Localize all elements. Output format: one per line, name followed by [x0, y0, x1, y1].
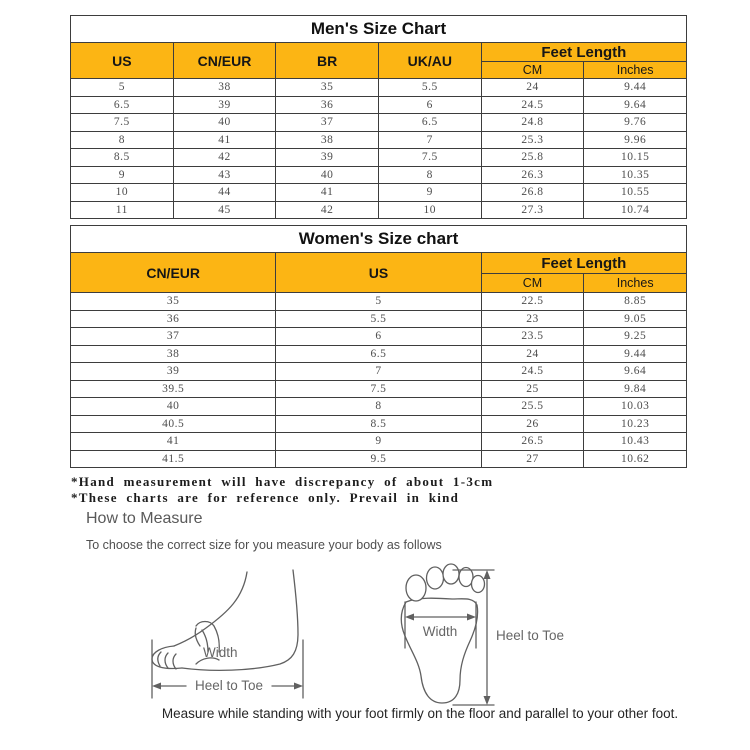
measure-instruction: Measure while standing with your foot firmly on the floor and parallel to your other foot.	[161, 706, 679, 721]
womens-col-inches: Inches	[584, 274, 687, 293]
table-cell: 43	[173, 166, 276, 184]
table-cell: 40.5	[71, 415, 276, 433]
womens-col-cn-eur: CN/EUR	[71, 253, 276, 293]
bottom-heel-to-toe-label: Heel to Toe	[496, 628, 565, 643]
table-cell: 44	[173, 184, 276, 202]
table-cell: 26	[481, 415, 584, 433]
table-cell: 40	[276, 166, 379, 184]
table-row	[71, 328, 687, 346]
womens-title-row	[71, 226, 687, 253]
mens-col-br: BR	[276, 43, 379, 79]
table-cell: 10.23	[584, 415, 687, 433]
table-cell: 25.5	[481, 398, 584, 416]
table-cell: 7.5	[276, 380, 481, 398]
womens-table-body	[71, 293, 687, 468]
table-cell: 24	[481, 79, 584, 97]
table-cell: 5	[276, 293, 481, 311]
footprint-toe-3	[443, 564, 459, 584]
measurement-notes	[71, 474, 493, 506]
mens-col-inches: Inches	[584, 62, 687, 79]
table-cell: 10.62	[584, 450, 687, 468]
footprint-big-toe	[406, 575, 426, 601]
table-cell: 41	[71, 433, 276, 451]
table-cell: 10	[378, 201, 481, 219]
table-cell: 5	[71, 79, 174, 97]
table-row	[71, 380, 687, 398]
table-cell: 7	[276, 363, 481, 381]
foot-toe-line-3	[173, 654, 176, 669]
table-cell: 22.5	[481, 293, 584, 311]
table-cell: 24	[481, 345, 584, 363]
note-line-1: *Hand measurement will have discrepancy of about 1-3cm	[71, 474, 494, 489]
foot-toe-line-2	[165, 653, 168, 668]
table-cell: 36	[71, 310, 276, 328]
womens-table-title: Women's Size chart	[71, 226, 687, 253]
table-cell: 10	[71, 184, 174, 202]
table-cell: 10.74	[584, 201, 687, 219]
table-cell: 6.5	[71, 96, 174, 114]
mens-col-uk-au: UK/AU	[378, 43, 481, 79]
table-cell: 7	[378, 131, 481, 149]
mens-col-cm: CM	[481, 62, 584, 79]
length-arrowhead-top	[484, 570, 491, 579]
table-cell: 25.8	[481, 149, 584, 167]
table-row	[71, 79, 687, 97]
mens-table-body	[71, 79, 687, 219]
table-row	[71, 398, 687, 416]
table-cell: 37	[71, 328, 276, 346]
table-cell: 9	[378, 184, 481, 202]
table-cell: 25.3	[481, 131, 584, 149]
table-cell: 39	[276, 149, 379, 167]
table-cell: 38	[173, 79, 276, 97]
table-cell: 24.5	[481, 363, 584, 381]
womens-size-table	[70, 225, 687, 468]
table-cell: 9.64	[584, 363, 687, 381]
table-cell: 9.44	[584, 345, 687, 363]
table-cell: 9.76	[584, 114, 687, 132]
table-cell: 10.03	[584, 398, 687, 416]
table-cell: 8.85	[584, 293, 687, 311]
table-row	[71, 415, 687, 433]
table-cell: 9.25	[584, 328, 687, 346]
table-cell: 9.64	[584, 96, 687, 114]
footprint-toe-5	[472, 576, 485, 593]
table-row	[71, 166, 687, 184]
table-cell: 5.5	[378, 79, 481, 97]
table-cell: 9	[276, 433, 481, 451]
mens-size-table	[70, 15, 687, 219]
table-row	[71, 184, 687, 202]
womens-col-us: US	[276, 253, 481, 293]
table-cell: 39.5	[71, 380, 276, 398]
length-arrowhead-bottom	[484, 696, 491, 705]
measure-arrowhead-left	[152, 683, 161, 690]
table-cell: 26.5	[481, 433, 584, 451]
table-cell: 6	[378, 96, 481, 114]
width-arrowhead-right	[467, 614, 476, 621]
table-cell: 36	[276, 96, 379, 114]
measure-arrowhead-right	[294, 683, 303, 690]
table-row	[71, 293, 687, 311]
bottom-width-label: Width	[422, 624, 458, 639]
mens-header-row	[71, 43, 687, 62]
mens-col-us: US	[71, 43, 174, 79]
side-view-foot-diagram	[140, 560, 340, 705]
foot-big-toe	[152, 646, 182, 669]
table-cell: 23	[481, 310, 584, 328]
table-row	[71, 201, 687, 219]
mens-table-title: Men's Size Chart	[71, 16, 687, 43]
mens-title-row	[71, 16, 687, 43]
table-cell: 8.5	[71, 149, 174, 167]
foot-front-outline	[174, 572, 247, 646]
table-cell: 45	[173, 201, 276, 219]
table-cell: 9.05	[584, 310, 687, 328]
table-cell: 8.5	[276, 415, 481, 433]
table-cell: 7.5	[378, 149, 481, 167]
table-cell: 9.44	[584, 79, 687, 97]
table-cell: 6.5	[378, 114, 481, 132]
table-cell: 10.15	[584, 149, 687, 167]
side-heel-to-toe-label: Heel to Toe	[194, 678, 264, 693]
table-row	[71, 114, 687, 132]
table-cell: 42	[276, 201, 379, 219]
table-cell: 9.96	[584, 131, 687, 149]
table-cell: 41.5	[71, 450, 276, 468]
table-cell: 41	[173, 131, 276, 149]
womens-col-cm: CM	[481, 274, 584, 293]
table-cell: 39	[173, 96, 276, 114]
table-row	[71, 345, 687, 363]
table-row	[71, 131, 687, 149]
footprint-toe-2	[427, 567, 444, 589]
table-row	[71, 363, 687, 381]
bottom-view-foot-diagram	[390, 556, 580, 714]
table-cell: 40	[173, 114, 276, 132]
table-row	[71, 310, 687, 328]
womens-feet-length-header: Feet Length	[481, 253, 686, 274]
table-cell: 24.5	[481, 96, 584, 114]
table-cell: 9.5	[276, 450, 481, 468]
table-cell: 27.3	[481, 201, 584, 219]
table-cell: 10.43	[584, 433, 687, 451]
note-line-2: *These charts are for reference only. Prevail in kind	[71, 490, 460, 505]
womens-header-row	[71, 253, 687, 274]
table-cell: 11	[71, 201, 174, 219]
table-cell: 8	[276, 398, 481, 416]
table-cell: 39	[71, 363, 276, 381]
foot-toe-line-1	[158, 652, 161, 666]
table-cell: 37	[276, 114, 379, 132]
table-cell: 35	[71, 293, 276, 311]
mens-feet-length-header: Feet Length	[481, 43, 686, 62]
how-to-measure-subtitle: To choose the correct size for you measure your body as follows	[86, 538, 442, 552]
table-cell: 10.35	[584, 166, 687, 184]
table-cell: 5.5	[276, 310, 481, 328]
table-cell: 26.3	[481, 166, 584, 184]
table-cell: 40	[71, 398, 276, 416]
table-cell: 26.8	[481, 184, 584, 202]
foot-back-outline	[182, 570, 298, 670]
table-cell: 6	[276, 328, 481, 346]
side-width-label: Width	[203, 645, 238, 660]
table-row	[71, 96, 687, 114]
table-row	[71, 149, 687, 167]
table-cell: 10.55	[584, 184, 687, 202]
table-cell: 8	[378, 166, 481, 184]
table-cell: 42	[173, 149, 276, 167]
table-cell: 25	[481, 380, 584, 398]
table-cell: 9.84	[584, 380, 687, 398]
table-cell: 8	[71, 131, 174, 149]
width-pointer-line	[195, 628, 200, 646]
table-cell: 9	[71, 166, 174, 184]
table-cell: 35	[276, 79, 379, 97]
how-to-measure-heading: How to Measure	[86, 510, 203, 527]
table-cell: 23.5	[481, 328, 584, 346]
table-cell: 41	[276, 184, 379, 202]
mens-col-cn-eur: CN/EUR	[173, 43, 276, 79]
width-arrowhead-left	[405, 614, 414, 621]
table-row	[71, 433, 687, 451]
table-cell: 27	[481, 450, 584, 468]
table-cell: 24.8	[481, 114, 584, 132]
footprint-sole-outline	[401, 598, 477, 703]
table-cell: 38	[71, 345, 276, 363]
table-cell: 38	[276, 131, 379, 149]
table-cell: 7.5	[71, 114, 174, 132]
table-cell: 6.5	[276, 345, 481, 363]
table-row	[71, 450, 687, 468]
